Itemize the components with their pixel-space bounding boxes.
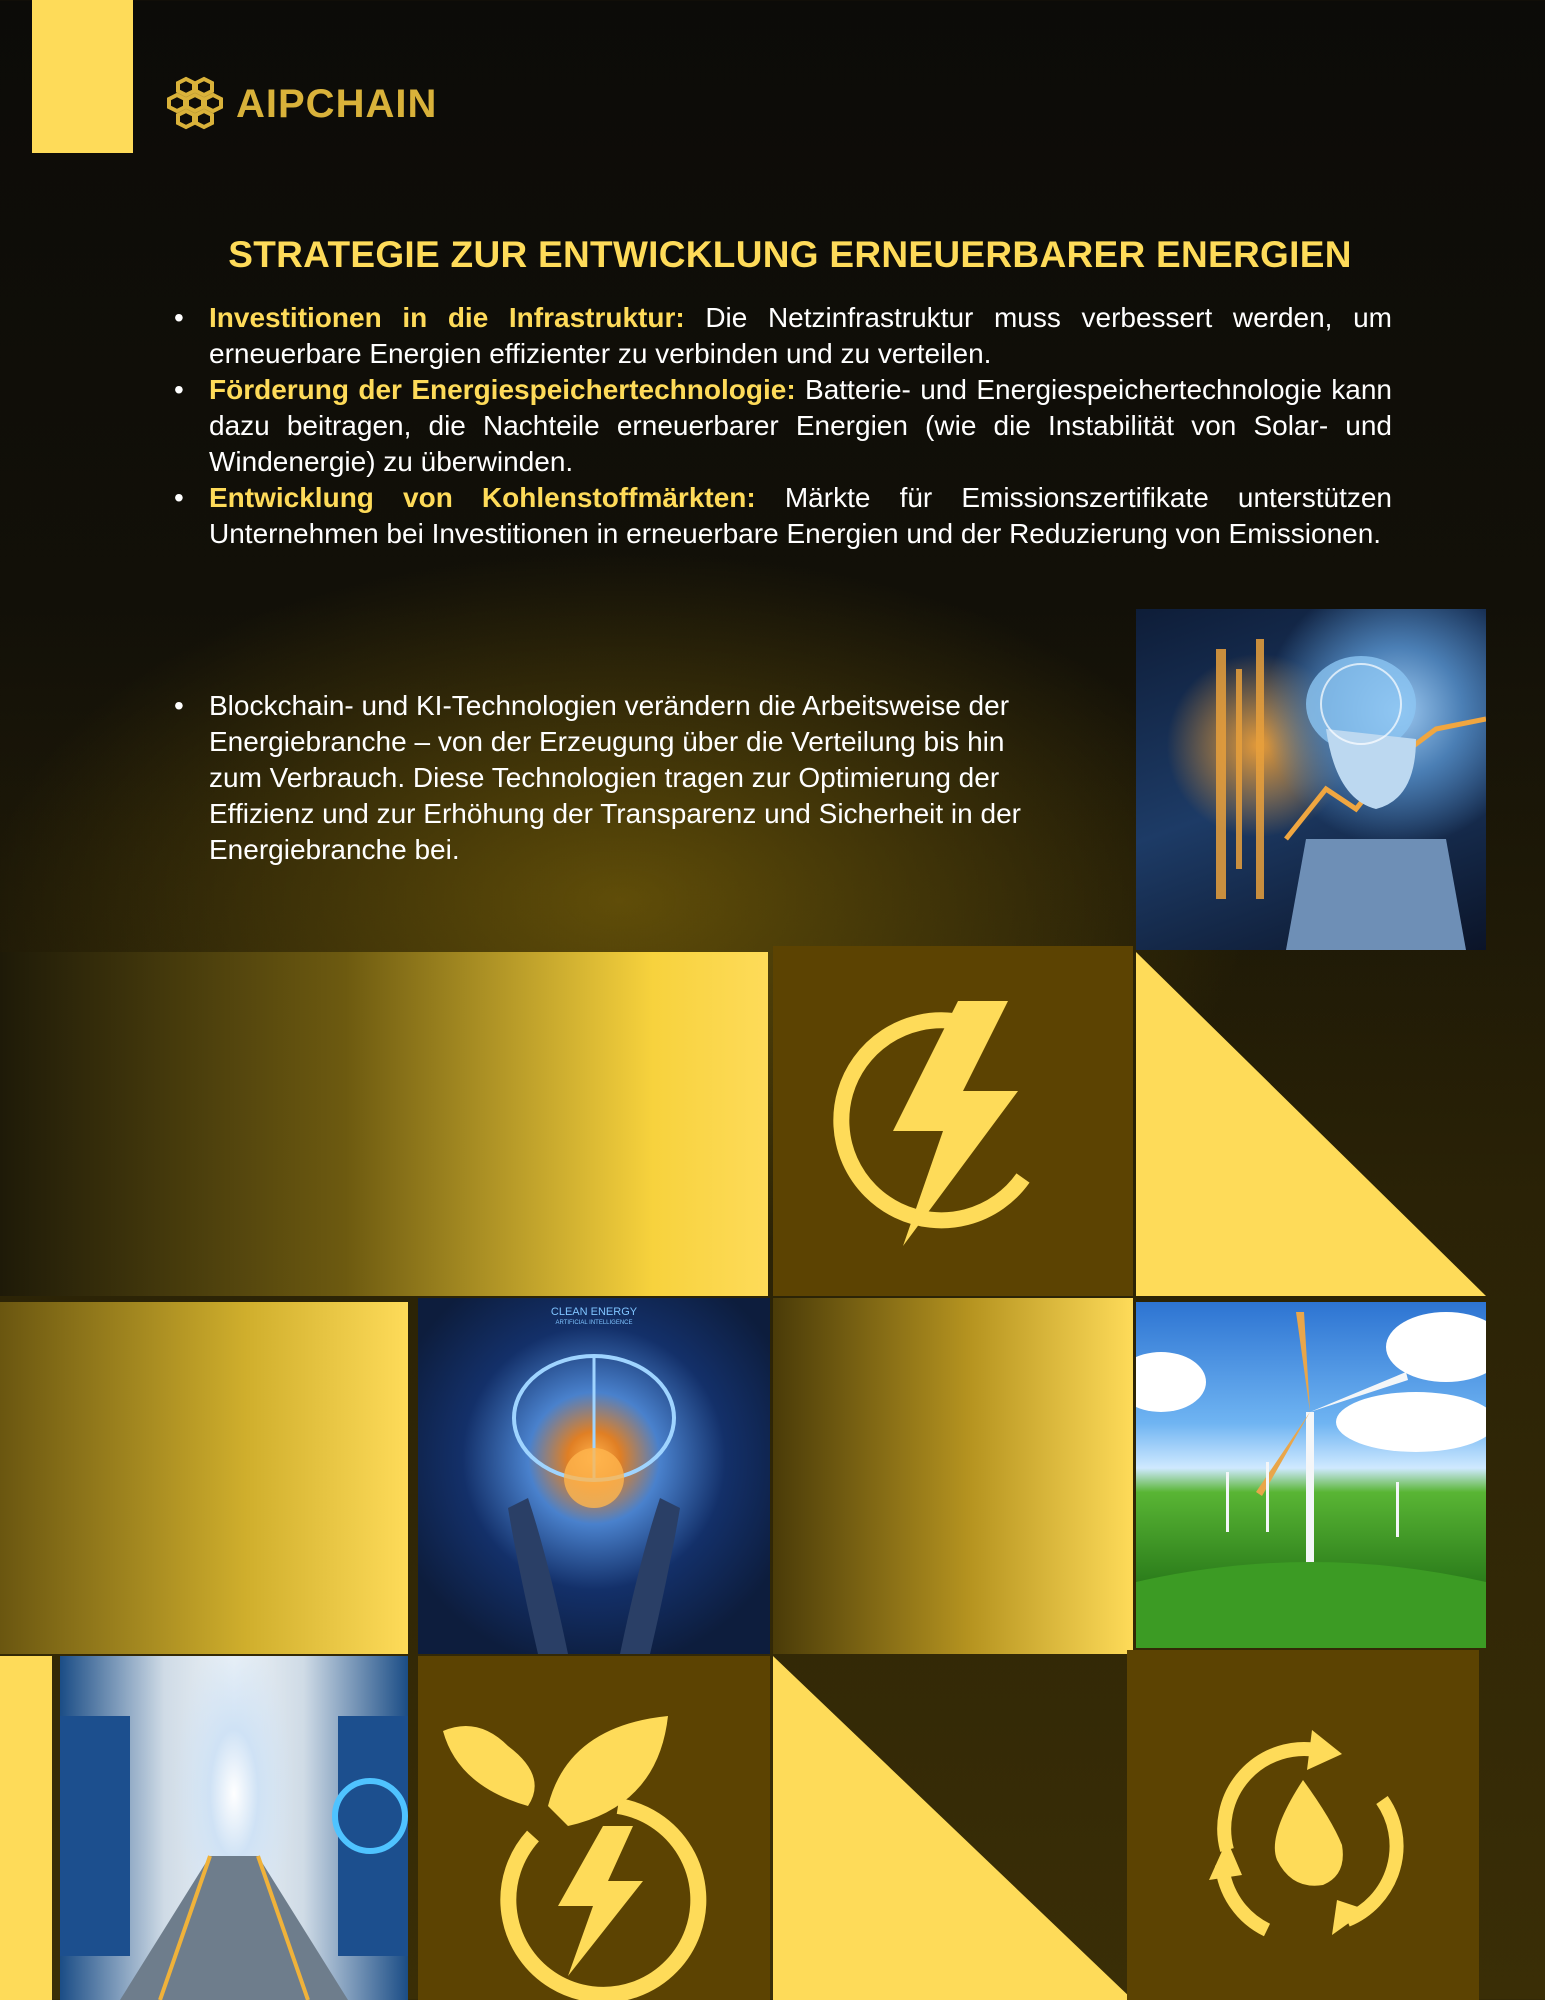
- corridor-illustration: [60, 1656, 408, 2000]
- bullet-lead: Investitionen in die Infrastruktur:: [209, 302, 685, 333]
- robot-illustration: [1136, 609, 1486, 950]
- bullet-lead: Entwicklung von Kohlenstoffmärkten:: [209, 482, 756, 513]
- clean-energy-brain-image: [418, 1298, 770, 1654]
- gradient-tile: [0, 1302, 408, 1654]
- gradient-tile: [0, 952, 768, 1296]
- accent-bar: [32, 0, 133, 153]
- list-item: • Blockchain- und KI-Technologien verändern die Arbeitsweise der Energiebranche – von der Erzeugung über die Verteilung bis hin zum Verbrauch. Diese Technologien tragen zur Optimierung der Effizienz und zur Erhöhung der Transparenz und Sicherheit in der Energiebranche bei.: [172, 688, 1052, 868]
- page-title: STRATEGIE ZUR ENTWICKLUNG ERNEUERBARER ENERGIEN: [228, 234, 1352, 275]
- brand-name: AIPCHAIN: [236, 81, 438, 126]
- technology-paragraph: [172, 688, 1052, 868]
- bullet-text: Märkte für Emissionszertifikate unterstützen Unternehmen bei Investitionen in erneuerbare Energien und der Reduzierung von Emissionen.: [209, 482, 1392, 549]
- strategy-list: [172, 300, 1392, 552]
- yellow-strip: [0, 1656, 52, 2000]
- bullet-lead: Förderung der Energiespeichertechnologie:: [209, 374, 796, 405]
- water-recycle-icon: [1127, 1650, 1479, 2000]
- lightning-tile: [773, 946, 1133, 1296]
- bullet-text: Batterie- und Energiespeichertechnologie kann dazu beitragen, die Nachteile erneuerbarer Energien (wie die Instabilität von Solar- und Windenergie) zu überwinden.: [209, 374, 1392, 477]
- brand-logo: [166, 74, 437, 134]
- list-item: [172, 300, 1392, 372]
- brain-image-title: CLEAN ENERGY: [550, 1306, 638, 1318]
- yellow-triangle: [773, 1656, 1133, 2000]
- lightning-circle-icon: [773, 946, 1133, 1296]
- list-item: [172, 480, 1392, 552]
- brain-image-subtitle: ARTIFICIAL INTELLIGENCE: [555, 1320, 633, 1326]
- triangle-tile: [773, 1656, 1133, 2000]
- gradient-tile: [773, 1298, 1133, 1654]
- leaf-energy-icon: [418, 1656, 770, 2000]
- water-recycle-tile: [1127, 1650, 1479, 2000]
- wind-turbine-image: [1136, 1302, 1486, 1648]
- list-item: [172, 372, 1392, 480]
- hexagon-cluster-icon: [166, 75, 224, 133]
- leaf-energy-tile: [418, 1656, 770, 2000]
- triangle-tile: [1136, 952, 1486, 1296]
- yellow-triangle: [1136, 952, 1486, 1296]
- brain-hands-illustration: [418, 1298, 770, 1654]
- bullet-text: Die Netzinfrastruktur muss verbessert werden, um erneuerbare Energien effizienter zu verbinden und zu verteilen.: [209, 302, 1392, 369]
- data-center-image: [60, 1656, 408, 2000]
- ai-robot-image: [1136, 609, 1486, 950]
